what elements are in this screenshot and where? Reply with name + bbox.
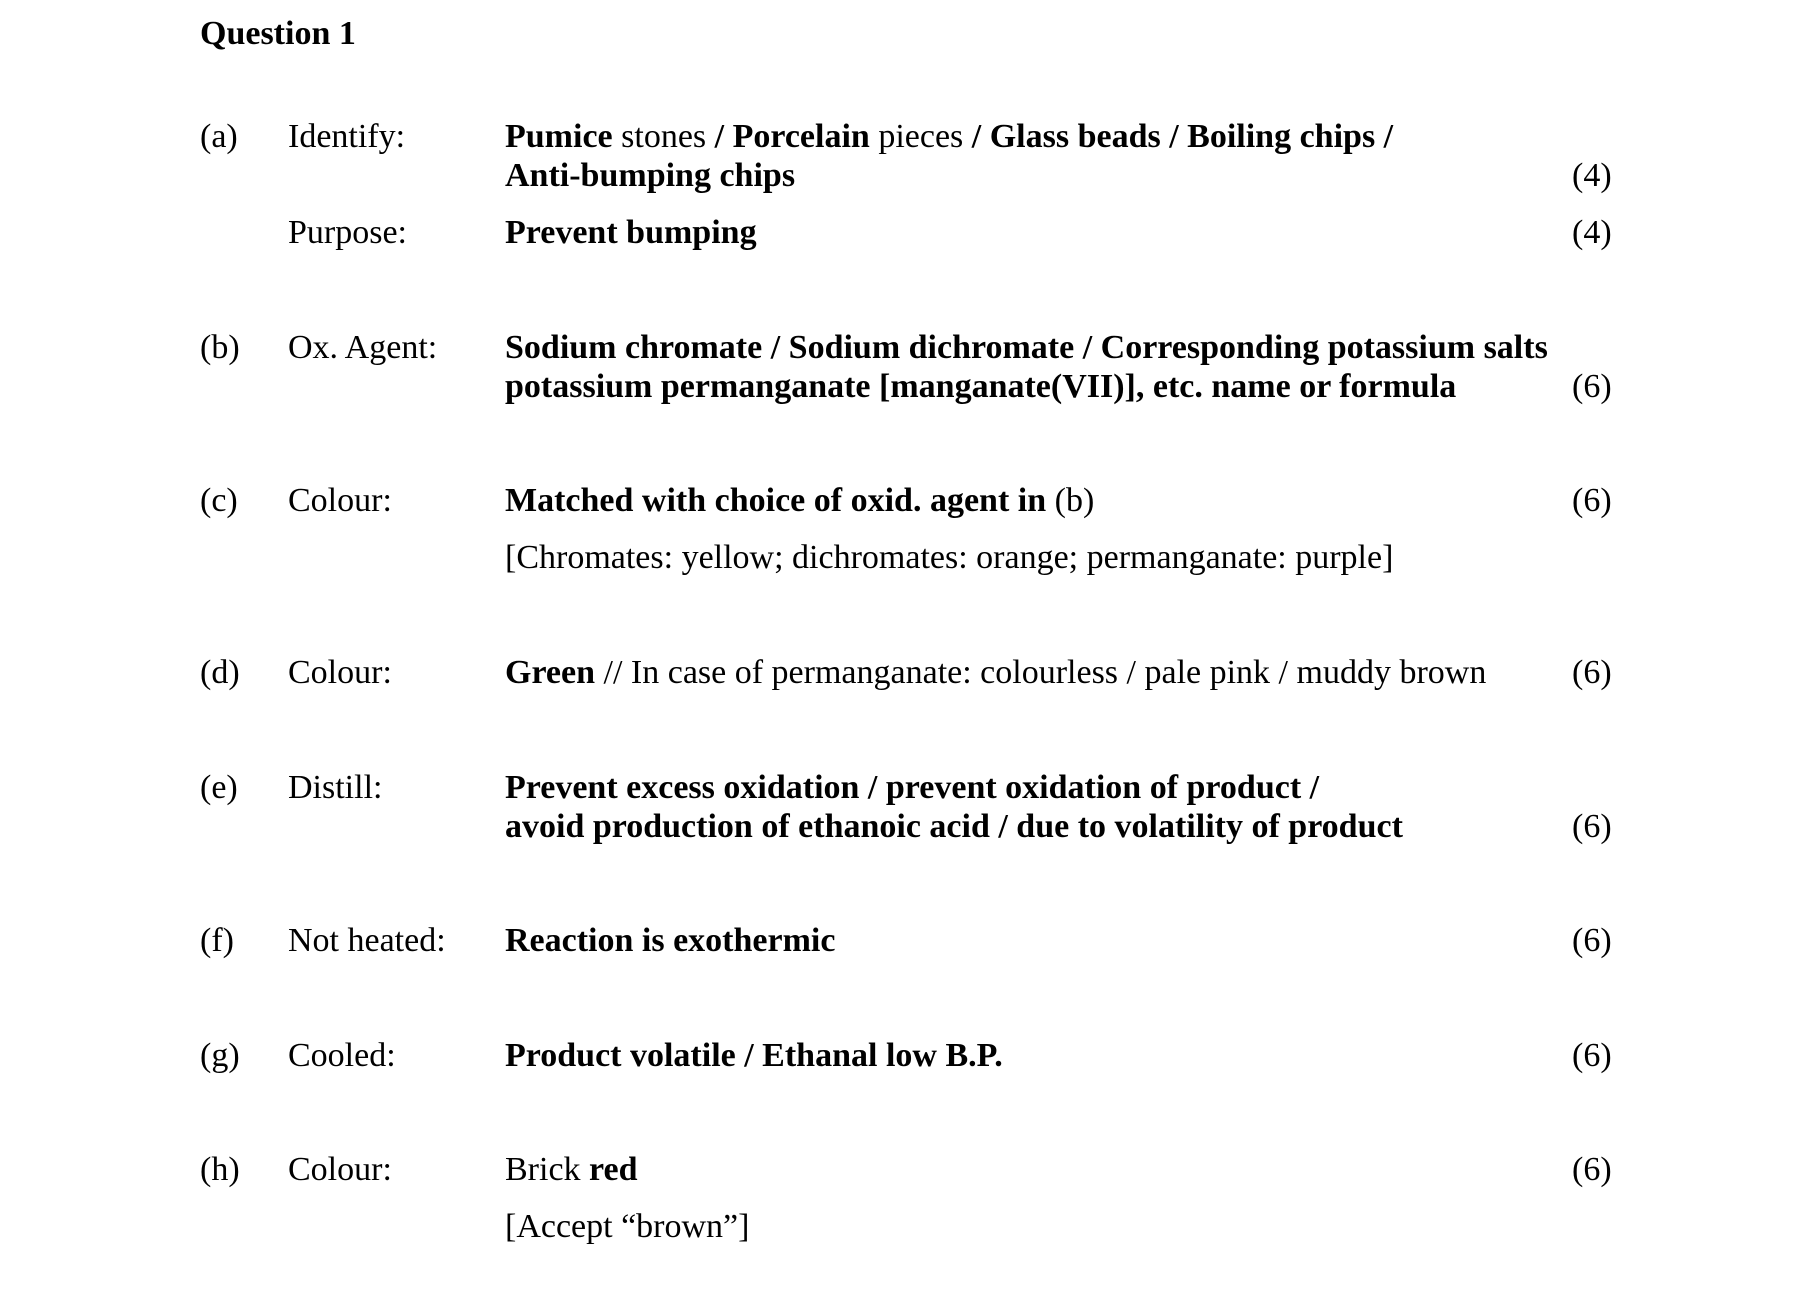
part-b-row bbox=[0, 328, 1818, 368]
part-e-row-2 bbox=[0, 807, 1818, 847]
part-b-mark: (6) bbox=[1572, 368, 1612, 405]
part-e-answer-line1: Prevent excess oxidation / prevent oxidation of product / bbox=[505, 769, 1320, 806]
part-h-row bbox=[0, 1150, 1818, 1190]
part-g-answer: Product volatile / Ethanal low B.P. bbox=[505, 1037, 1003, 1074]
part-c-mark: (6) bbox=[1572, 482, 1612, 519]
part-f-row bbox=[0, 921, 1818, 961]
part-h-answer: Brick red bbox=[505, 1151, 638, 1188]
part-a-identify-row-2 bbox=[0, 156, 1818, 196]
part-g-label: (g) bbox=[200, 1037, 240, 1074]
part-g-mark: (6) bbox=[1572, 1037, 1612, 1074]
part-b-heading: Ox. Agent: bbox=[288, 329, 438, 366]
part-b-answer-line2: potassium permanganate [manganate(VII)], etc. name or formula bbox=[505, 368, 1457, 405]
part-a-purpose-answer: Prevent bumping bbox=[505, 214, 757, 251]
part-c-row bbox=[0, 481, 1818, 521]
part-a-purpose-heading: Purpose: bbox=[288, 214, 407, 251]
part-e-answer-line2: avoid production of ethanoic acid / due to volatility of product bbox=[505, 808, 1403, 845]
part-a-identify-heading: Identify: bbox=[288, 118, 406, 155]
part-e-row bbox=[0, 768, 1818, 808]
part-g-row bbox=[0, 1036, 1818, 1076]
part-a-identify-answer-line2: Anti-bumping chips bbox=[505, 157, 796, 194]
part-c-label: (c) bbox=[200, 482, 238, 519]
part-h-note: [Accept “brown”] bbox=[505, 1208, 750, 1245]
part-a-purpose-row bbox=[0, 213, 1818, 253]
part-e-heading: Distill: bbox=[288, 769, 383, 806]
part-d-mark: (6) bbox=[1572, 654, 1612, 691]
part-h-label: (h) bbox=[200, 1151, 240, 1188]
part-f-label: (f) bbox=[200, 922, 234, 959]
part-d-label: (d) bbox=[200, 654, 240, 691]
part-a-label: (a) bbox=[200, 118, 238, 155]
question-title: Question 1 bbox=[200, 15, 356, 52]
part-e-mark: (6) bbox=[1572, 808, 1612, 845]
part-b-label: (b) bbox=[200, 329, 240, 366]
part-h-mark: (6) bbox=[1572, 1151, 1612, 1188]
part-h-note-row bbox=[0, 1207, 1818, 1247]
part-c-heading: Colour: bbox=[288, 482, 392, 519]
part-a-identify-row bbox=[0, 117, 1818, 157]
part-c-note: [Chromates: yellow; dichromates: orange; permanganate: purple] bbox=[505, 539, 1394, 576]
part-d-row bbox=[0, 653, 1818, 693]
part-d-heading: Colour: bbox=[288, 654, 392, 691]
part-b-answer-line1: Sodium chromate / Sodium dichromate / Corresponding potassium salts bbox=[505, 329, 1548, 366]
part-d-answer: Green // In case of permanganate: colourless / pale pink / muddy brown bbox=[505, 654, 1487, 691]
part-g-heading: Cooled: bbox=[288, 1037, 396, 1074]
part-f-mark: (6) bbox=[1572, 922, 1612, 959]
part-a-identify-mark: (4) bbox=[1572, 157, 1612, 194]
part-c-note-row bbox=[0, 538, 1818, 578]
part-f-answer: Reaction is exothermic bbox=[505, 922, 836, 959]
part-b-row-2 bbox=[0, 367, 1818, 407]
part-h-heading: Colour: bbox=[288, 1151, 392, 1188]
part-e-label: (e) bbox=[200, 769, 238, 806]
part-f-heading: Not heated: bbox=[288, 922, 446, 959]
part-a-identify-answer: Pumice stones / Porcelain pieces / Glass beads / Boiling chips / bbox=[505, 118, 1394, 155]
part-a-purpose-mark: (4) bbox=[1572, 214, 1612, 251]
part-c-answer: Matched with choice of oxid. agent in (b) bbox=[505, 482, 1095, 519]
